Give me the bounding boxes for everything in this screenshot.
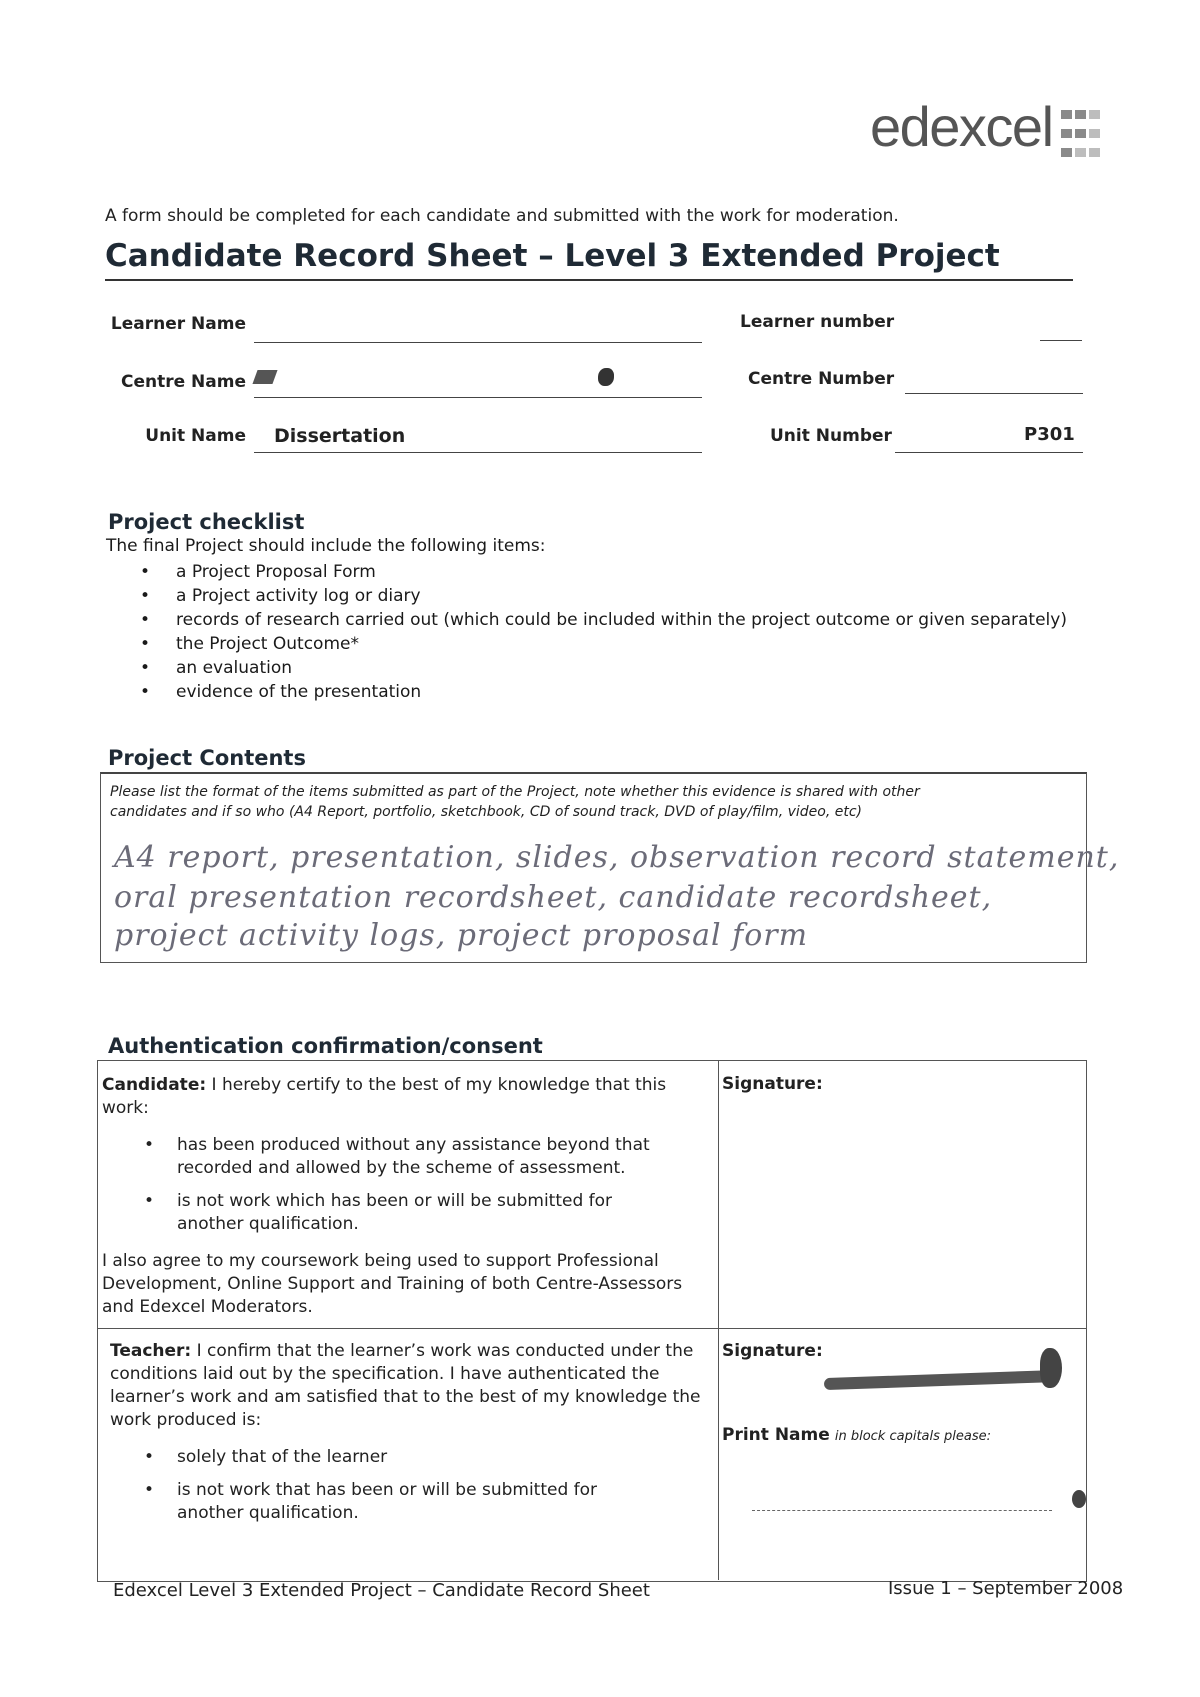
edexcel-logo [870,92,1105,162]
candidate-declaration [102,1074,702,1319]
learner-number-label: Learner number [740,312,895,332]
list-item: • has been produced without any assistance beyond that recorded and allowed by the scheme of assessment. [138,1134,658,1180]
centre-number-label: Centre Number [748,369,895,389]
redaction-mark [1072,1490,1086,1508]
learner-name-field[interactable] [254,342,702,343]
prompt-line: Please list the format of the items submitted as part of the Project, note whether this evidence is shared with other [110,784,920,800]
logo-wordmark: edexcel [870,95,1053,158]
logo-dots-icon [1061,108,1105,165]
learner-name-label: Learner Name [110,314,246,334]
unit-number-label: Unit Number [770,426,892,446]
unit-name-value: Dissertation [274,425,406,447]
checklist-intro: The final Project should include the following items: [106,536,546,556]
redaction-mark [598,368,614,386]
candidate-text: I hereby certify to the best of my knowledge that this work: [102,1075,667,1118]
contents-prompt [110,782,1070,822]
list-item: • the Project Outcome* [136,632,1067,656]
teacher-declaration [110,1340,708,1525]
footer-left: Edexcel Level 3 Extended Project – Candidate Record Sheet [113,1580,650,1601]
print-name-text: Print Name [722,1425,830,1445]
intro-text: A form should be completed for each candidate and submitted with the work for moderation. [105,206,899,226]
page-title: Candidate Record Sheet – Level 3 Extended Project [105,238,1000,274]
learner-number-field[interactable] [1040,340,1082,341]
teacher-lead: Teacher: [110,1341,192,1361]
candidate-signature-label: Signature: [722,1074,823,1094]
table-divider [718,1060,719,1580]
handwritten-line: oral presentation recordsheet, candidate recordsheet, [114,880,993,915]
candidate-lead: Candidate: [102,1075,207,1095]
unit-name-field [254,452,702,453]
list-item: • is not work which has been or will be submitted for another qualification. [138,1190,658,1236]
table-divider [97,1328,1087,1329]
list-item: • solely that of the learner [138,1446,668,1469]
prompt-line: candidates and if so who (A4 Report, portfolio, sketchbook, CD of sound track, DVD of play/film, video, etc) [110,804,863,820]
print-name-hint: in block capitals please: [834,1429,992,1444]
list-item: • is not work that has been or will be submitted for another qualification. [138,1479,668,1525]
centre-number-field[interactable] [905,393,1083,394]
centre-name-field[interactable] [254,397,702,398]
list-item: • a Project Proposal Form [136,560,1067,584]
centre-name-label: Centre Name [120,372,246,392]
candidate-consent: I also agree to my coursework being used to support Professional Development, Online Support and Training of both Centre-Assessors and Edexcel Moderators. [102,1251,683,1317]
candidate-signature-field[interactable] [728,1090,1068,1240]
list-item: • evidence of the presentation [136,680,1067,704]
redaction-mark [252,370,277,384]
list-item: • records of research carried out (which could be included within the project outcome or given separately) [136,608,1067,632]
unit-number-value: P301 [1024,424,1075,445]
footer-right: Issue 1 – September 2008 [888,1578,1124,1599]
teacher-text: I confirm that the learner’s work was conducted under the conditions laid out by the specification. I have authenticated the learner’s work and am satisfied that to the best of my knowledge the work produced is: [110,1341,701,1430]
handwritten-line: A4 report, presentation, slides, observation record statement, [114,840,1120,875]
checklist [136,560,1067,704]
print-name-field[interactable] [752,1510,1052,1511]
list-item: • a Project activity log or diary [136,584,1067,608]
print-name-label [722,1425,991,1445]
handwritten-line: project activity logs, project proposal form [114,918,809,953]
redaction-mark [1040,1348,1062,1388]
list-item: • an evaluation [136,656,1067,680]
unit-number-field [895,452,1083,453]
contents-heading: Project Contents [108,746,306,770]
title-divider [105,279,1073,281]
authentication-heading: Authentication confirmation/consent [108,1034,543,1058]
teacher-signature-label: Signature: [722,1341,823,1361]
checklist-heading: Project checklist [108,510,305,534]
unit-name-label: Unit Name [145,426,246,446]
